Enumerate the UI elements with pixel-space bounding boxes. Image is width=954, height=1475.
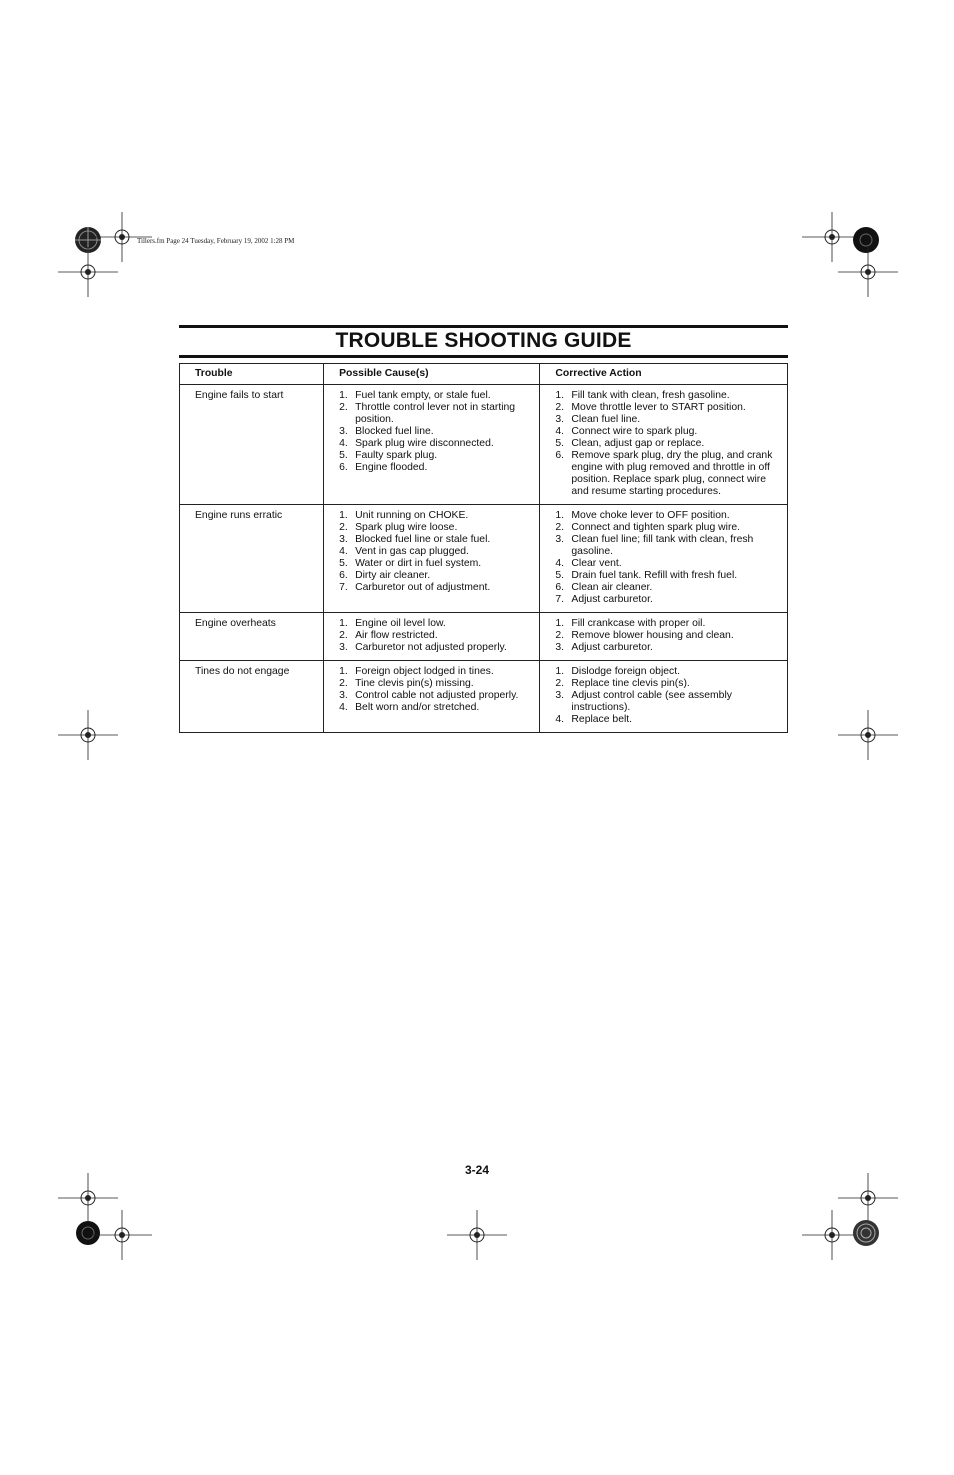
trouble-cell: Engine overheats bbox=[180, 613, 324, 661]
cause-item bbox=[339, 558, 535, 570]
action-item bbox=[555, 678, 783, 690]
title-rule-bottom bbox=[179, 355, 788, 358]
action-item-number: 1. bbox=[555, 390, 565, 401]
action-item-number: 2. bbox=[555, 402, 565, 413]
cause-cell-list bbox=[339, 618, 535, 654]
registration-mark-icon bbox=[836, 1203, 896, 1263]
cause-item-text: Blocked fuel line. bbox=[355, 426, 434, 437]
crosshair-icon bbox=[58, 705, 118, 765]
action-item bbox=[555, 630, 783, 642]
crosshair-icon bbox=[838, 705, 898, 765]
action-item-number: 5. bbox=[555, 438, 565, 449]
action-item-text: Adjust carburetor. bbox=[571, 642, 653, 653]
cause-item-text: Unit running on CHOKE. bbox=[355, 510, 469, 521]
cause-cell-list bbox=[339, 666, 535, 714]
page-title: TROUBLE SHOOTING GUIDE bbox=[335, 329, 632, 352]
action-cell bbox=[540, 505, 788, 613]
action-item-number: 2. bbox=[555, 630, 565, 641]
cause-item-text: Fuel tank empty, or stale fuel. bbox=[355, 390, 491, 401]
action-item-number: 6. bbox=[555, 450, 565, 461]
cause-item bbox=[339, 582, 535, 594]
action-item bbox=[555, 390, 783, 402]
action-item bbox=[555, 438, 783, 450]
cause-item bbox=[339, 666, 535, 678]
action-item bbox=[555, 426, 783, 438]
cause-cell bbox=[324, 385, 540, 505]
cause-item bbox=[339, 426, 535, 438]
action-item-text: Connect wire to spark plug. bbox=[571, 426, 698, 437]
action-item-number: 4. bbox=[555, 426, 565, 437]
action-item-number: 3. bbox=[555, 534, 565, 545]
cause-item-text: Dirty air cleaner. bbox=[355, 570, 431, 581]
table-row bbox=[180, 505, 788, 613]
crosshair-icon bbox=[58, 242, 118, 302]
action-item-text: Move throttle lever to START position. bbox=[571, 402, 746, 413]
action-cell-list bbox=[555, 618, 783, 654]
cause-item-number: 7. bbox=[339, 582, 348, 593]
cause-item-number: 6. bbox=[339, 570, 348, 581]
cause-item-number: 2. bbox=[339, 402, 348, 413]
cause-item-text: Foreign object lodged in tines. bbox=[355, 666, 494, 677]
cause-item bbox=[339, 450, 535, 462]
cause-item-text: Air flow restricted. bbox=[355, 630, 438, 641]
action-item-text: Clear vent. bbox=[571, 558, 622, 569]
action-item bbox=[555, 522, 783, 534]
cause-item-number: 2. bbox=[339, 630, 348, 641]
trouble-cell: Engine runs erratic bbox=[180, 505, 324, 613]
cause-item-number: 4. bbox=[339, 702, 348, 713]
cause-item-number: 4. bbox=[339, 438, 348, 449]
table-body bbox=[180, 385, 788, 733]
cause-item-number: 4. bbox=[339, 546, 348, 557]
column-header-trouble: Trouble bbox=[180, 364, 324, 385]
cause-item-number: 2. bbox=[339, 522, 348, 533]
table-row bbox=[180, 385, 788, 505]
cause-item-number: 6. bbox=[339, 462, 348, 473]
cause-item bbox=[339, 618, 535, 630]
action-cell-list bbox=[555, 390, 783, 498]
cause-item-text: Spark plug wire disconnected. bbox=[355, 438, 494, 449]
action-item-text: Dislodge foreign object. bbox=[571, 666, 680, 677]
column-header-causes: Possible Cause(s) bbox=[324, 364, 540, 385]
cause-item bbox=[339, 534, 535, 546]
action-item-text: Replace belt. bbox=[571, 714, 633, 725]
cause-item-number: 1. bbox=[339, 510, 348, 521]
action-item bbox=[555, 402, 783, 414]
cause-item-text: Throttle control lever not in starting position. bbox=[355, 402, 516, 425]
cause-cell-list bbox=[339, 390, 535, 474]
cause-item-text: Blocked fuel line or stale fuel. bbox=[355, 534, 491, 545]
cause-item bbox=[339, 402, 535, 426]
cause-cell-list bbox=[339, 510, 535, 594]
page-number: 3-24 bbox=[464, 1163, 490, 1177]
cause-item-number: 1. bbox=[339, 618, 348, 629]
cause-item-text: Engine oil level low. bbox=[355, 618, 446, 629]
action-item-number: 3. bbox=[555, 690, 565, 701]
action-item-text: Remove spark plug, dry the plug, and crank engine with plug removed and throttle in off position. Replace spark plug, connect wire and resume starting procedures. bbox=[571, 450, 773, 497]
cause-item-number: 3. bbox=[339, 534, 348, 545]
troubleshooting-table bbox=[179, 363, 788, 733]
cause-item-number: 2. bbox=[339, 678, 348, 689]
cause-item-text: Tine clevis pin(s) missing. bbox=[355, 678, 474, 689]
cause-item bbox=[339, 462, 535, 474]
action-item bbox=[555, 714, 783, 726]
cause-item bbox=[339, 510, 535, 522]
action-item bbox=[555, 414, 783, 426]
cause-item-number: 5. bbox=[339, 450, 348, 461]
cause-item-text: Belt worn and/or stretched. bbox=[355, 702, 480, 713]
action-item-text: Adjust control cable (see assembly instructions). bbox=[571, 690, 732, 713]
cause-item-number: 1. bbox=[339, 390, 348, 401]
cause-item bbox=[339, 522, 535, 534]
action-item bbox=[555, 570, 783, 582]
file-header-meta: Tillers.fm Page 24 Tuesday, February 19, 2002 1:28 PM bbox=[137, 237, 295, 245]
action-item bbox=[555, 510, 783, 522]
action-item-text: Clean fuel line; fill tank with clean, fresh gasoline. bbox=[571, 534, 754, 557]
action-item-text: Drain fuel tank. Refill with fresh fuel. bbox=[571, 570, 738, 581]
action-item-number: 4. bbox=[555, 714, 565, 725]
cause-item bbox=[339, 438, 535, 450]
action-cell bbox=[540, 661, 788, 733]
action-item-number: 1. bbox=[555, 666, 565, 677]
action-item bbox=[555, 534, 783, 558]
cause-item-number: 3. bbox=[339, 690, 348, 701]
cause-item-number: 5. bbox=[339, 558, 348, 569]
cause-item-text: Control cable not adjusted properly. bbox=[355, 690, 519, 701]
action-item-number: 4. bbox=[555, 558, 565, 569]
cause-item bbox=[339, 390, 535, 402]
cause-item-text: Faulty spark plug. bbox=[355, 450, 438, 461]
action-item-text: Remove blower housing and clean. bbox=[571, 630, 734, 641]
action-cell bbox=[540, 613, 788, 661]
cause-item bbox=[339, 678, 535, 690]
action-item bbox=[555, 642, 783, 654]
action-item-text: Clean air cleaner. bbox=[571, 582, 653, 593]
cause-item-text: Spark plug wire loose. bbox=[355, 522, 458, 533]
action-item-text: Replace tine clevis pin(s). bbox=[571, 678, 690, 689]
action-item bbox=[555, 594, 783, 606]
cause-item-number: 1. bbox=[339, 666, 348, 677]
action-item-number: 2. bbox=[555, 678, 565, 689]
action-item-text: Fill tank with clean, fresh gasoline. bbox=[571, 390, 730, 401]
action-item-number: 7. bbox=[555, 594, 565, 605]
cause-item bbox=[339, 702, 535, 714]
cause-cell bbox=[324, 661, 540, 733]
action-cell-list bbox=[555, 666, 783, 726]
action-item-number: 1. bbox=[555, 618, 565, 629]
crosshair-icon bbox=[92, 1205, 152, 1265]
action-item-number: 2. bbox=[555, 522, 565, 533]
action-item-number: 3. bbox=[555, 642, 565, 653]
cause-item-number: 3. bbox=[339, 642, 348, 653]
action-item-number: 3. bbox=[555, 414, 565, 425]
cause-item-text: Engine flooded. bbox=[355, 462, 428, 473]
action-item-text: Clean fuel line. bbox=[571, 414, 641, 425]
trouble-cell: Tines do not engage bbox=[180, 661, 324, 733]
action-cell-list bbox=[555, 510, 783, 606]
table-row bbox=[180, 613, 788, 661]
action-item-text: Adjust carburetor. bbox=[571, 594, 653, 605]
action-item bbox=[555, 558, 783, 570]
cause-item-text: Vent in gas cap plugged. bbox=[355, 546, 469, 557]
action-item-number: 1. bbox=[555, 510, 565, 521]
cause-item bbox=[339, 630, 535, 642]
action-item-text: Move choke lever to OFF position. bbox=[571, 510, 730, 521]
table-row bbox=[180, 661, 788, 733]
cause-item-number: 3. bbox=[339, 426, 348, 437]
table-header-row bbox=[180, 364, 788, 385]
action-item bbox=[555, 582, 783, 594]
action-item-text: Clean, adjust gap or replace. bbox=[571, 438, 705, 449]
cause-item bbox=[339, 546, 535, 558]
action-item bbox=[555, 618, 783, 630]
action-item bbox=[555, 666, 783, 678]
action-item bbox=[555, 690, 783, 714]
cause-cell bbox=[324, 505, 540, 613]
crosshair-icon bbox=[838, 242, 898, 302]
action-item-number: 6. bbox=[555, 582, 565, 593]
action-item bbox=[555, 450, 783, 498]
cause-item-text: Carburetor not adjusted properly. bbox=[355, 642, 507, 653]
cause-cell bbox=[324, 613, 540, 661]
cause-item bbox=[339, 570, 535, 582]
cause-item bbox=[339, 642, 535, 654]
action-item-text: Connect and tighten spark plug wire. bbox=[571, 522, 741, 533]
crosshair-icon bbox=[447, 1205, 507, 1265]
action-item-number: 5. bbox=[555, 570, 565, 581]
column-header-actions: Corrective Action bbox=[540, 364, 788, 385]
action-cell bbox=[540, 385, 788, 505]
cause-item-text: Water or dirt in fuel system. bbox=[355, 558, 482, 569]
trouble-cell: Engine fails to start bbox=[180, 385, 324, 505]
cause-item-text: Carburetor out of adjustment. bbox=[355, 582, 491, 593]
action-item-text: Fill crankcase with proper oil. bbox=[571, 618, 706, 629]
cause-item bbox=[339, 690, 535, 702]
